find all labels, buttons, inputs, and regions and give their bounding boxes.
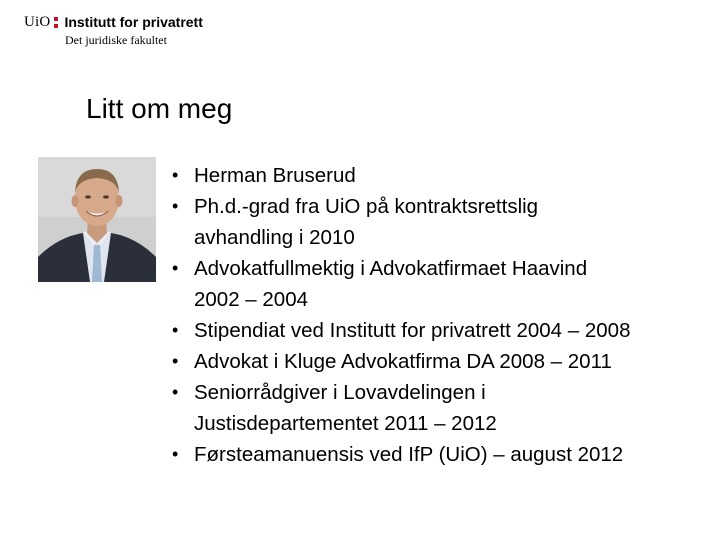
- bullet-text: Herman Bruserud: [194, 164, 356, 187]
- list-item: [172, 377, 712, 439]
- bullet-icon: •: [172, 351, 179, 371]
- institute-name: Institutt for privatrett: [64, 14, 203, 30]
- bullet-icon: •: [172, 382, 179, 402]
- list-item: [172, 315, 712, 346]
- list-item: [172, 253, 712, 315]
- bullet-text: Advokatfullmektig i Advokatfirmaet Haavind: [194, 257, 588, 280]
- portrait-photo: [38, 157, 156, 282]
- bullet-text-continued: 2002 – 2004: [194, 288, 309, 311]
- list-item: [172, 191, 712, 253]
- bullet-text-continued: avhandling i 2010: [194, 226, 355, 249]
- portrait-image: [38, 157, 156, 282]
- bullet-text: Stipendiat ved Institutt for privatrett 2004 – 2008: [194, 319, 631, 342]
- list-item: [172, 439, 712, 470]
- bullet-text: Førsteamanuensis ved IfP (UiO) – august 2012: [194, 443, 624, 466]
- list-item: [172, 346, 712, 377]
- uio-logo: UiO: [24, 13, 51, 30]
- list-item: [172, 160, 712, 191]
- bullet-text: Advokat i Kluge Advokatfirma DA 2008 – 2011: [194, 350, 612, 373]
- slide-title: Litt om meg: [86, 93, 233, 124]
- bullet-text: Ph.d.-grad fra UiO på kontraktsrettslig: [194, 195, 539, 218]
- bullet-icon: •: [172, 444, 179, 464]
- logo-row: [24, 12, 203, 32]
- uio-colon-icon: [54, 17, 58, 28]
- bullet-icon: •: [172, 196, 179, 216]
- bullet-icon: •: [172, 165, 179, 185]
- bullet-icon: •: [172, 320, 179, 340]
- faculty-name: Det juridiske fakultet: [65, 33, 167, 47]
- bullet-list: [172, 160, 712, 470]
- bullet-text-continued: Justisdepartementet 2011 – 2012: [194, 412, 497, 435]
- bullet-icon: •: [172, 258, 179, 278]
- bullet-text: Seniorrådgiver i Lovavdelingen i: [194, 381, 486, 404]
- header: [24, 12, 203, 52]
